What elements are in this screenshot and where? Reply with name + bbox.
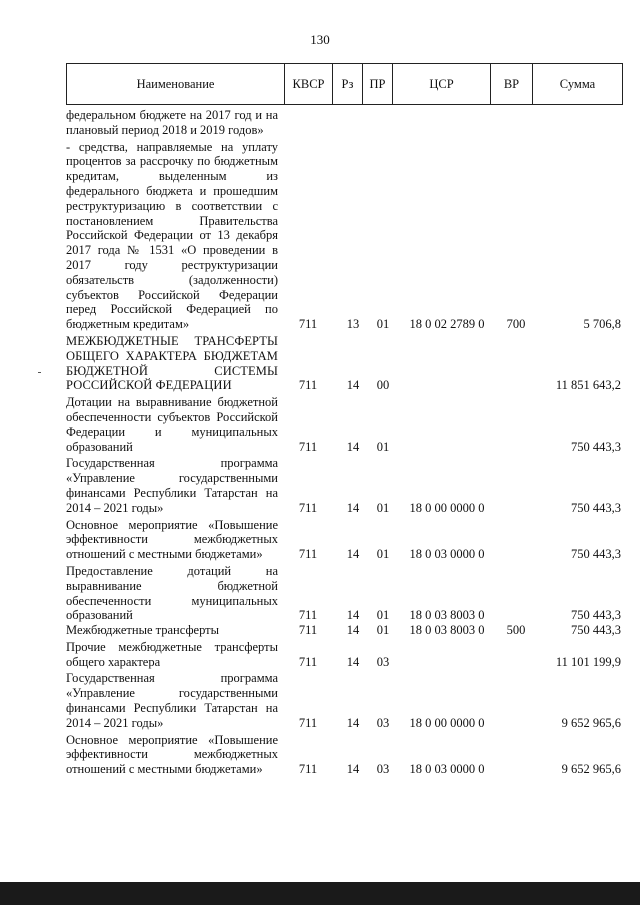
row-sum: 5 706,8 [583, 317, 621, 332]
header-name: Наименование [67, 64, 285, 104]
row-name: Дотации на выравнивание бюджетной обеспеченности субъектов Российской Федерации и муниципальных образований [66, 395, 278, 454]
row-csr: 18 0 02 2789 0 [409, 317, 485, 332]
row-rz: 14 [346, 547, 360, 562]
table-row [66, 108, 623, 138]
row-pr: 01 [376, 500, 390, 515]
row-kvsr: 711 [298, 715, 318, 730]
row-pr: 03 [376, 762, 390, 777]
row-name: Межбюджетные трансферты [66, 623, 220, 638]
row-pr: 01 [376, 317, 390, 332]
row-pr: 01 [376, 608, 390, 623]
header-vr: ВР [491, 64, 533, 104]
header-sum: Сумма [559, 76, 596, 91]
table-row [66, 140, 623, 332]
row-rz: 14 [346, 715, 360, 730]
row-sum: 11 851 643,2 [555, 378, 621, 393]
row-rz: 14 [346, 762, 360, 777]
row-rz: 14 [346, 608, 360, 623]
table-row [66, 640, 623, 670]
row-name: Предоставление дотаций на выравнивание бюджетной обеспеченности муниципальных образований [66, 563, 278, 623]
table-row [66, 623, 623, 638]
row-sum: 750 443,3 [571, 608, 621, 623]
row-sum: 750 443,3 [571, 547, 621, 562]
row-name: Государственная программа «Управление государственными финансами Республики Татарстан на 2014 – 2021 годы» [66, 671, 278, 730]
row-name: Основное мероприятие «Повышение эффективности межбюджетных отношений с местными бюджетами» [66, 732, 278, 777]
row-sum: 9 652 965,6 [561, 762, 621, 777]
row-sum: 9 652 965,6 [561, 715, 621, 730]
row-sum: 11 101 199,9 [555, 654, 621, 669]
row-kvsr: 711 [298, 500, 318, 515]
row-kvsr: 711 [298, 439, 318, 454]
row-kvsr: 711 [298, 378, 318, 393]
row-sum: 750 443,3 [571, 500, 621, 515]
row-kvsr: 711 [298, 623, 318, 638]
row-csr: 18 0 03 8003 0 [409, 608, 485, 623]
header-pr: ПР [363, 64, 393, 104]
row-pr: 01 [376, 623, 390, 638]
row-pr: 03 [376, 654, 390, 669]
row-csr: 18 0 03 0000 0 [409, 547, 485, 562]
table-row [66, 518, 623, 562]
row-kvsr: 711 [298, 608, 318, 623]
header-rz: Рз [333, 64, 363, 104]
row-rz: 14 [346, 378, 360, 393]
scan-bottom-edge [0, 882, 640, 905]
row-name: Основное мероприятие «Повышение эффективности межбюджетных отношений с местными бюджетами» [66, 517, 278, 562]
row-pr: 03 [376, 715, 390, 730]
row-rz: 14 [346, 623, 360, 638]
row-name: Государственная программа «Управление государственными финансами Республики Татарстан на 2014 – 2021 годы» [66, 456, 278, 515]
row-name: - средства, направляемые на уплату процентов за рассрочку по бюджетным кредитам, выделенным из федерального бюджета и прошедшим реструктуризацию в соответствии с постановлением Правительства Российской Федерации от 13 декабря 2017 года № 1531 «О проведении в 2017 году реструктуризации обязательств (задолженности) субъектов Российской Федерации перед Российской Федерацией по бюджетным кредитам» [66, 139, 278, 332]
row-vr: 500 [506, 623, 526, 638]
row-rz: 13 [346, 317, 360, 332]
row-pr: 00 [376, 378, 390, 393]
row-kvsr: 711 [298, 547, 318, 562]
row-vr: 700 [506, 317, 526, 332]
row-sum: 750 443,3 [571, 623, 621, 638]
header-kvsr: КВСР [285, 64, 333, 104]
row-pr: 01 [376, 439, 390, 454]
row-pr: 01 [376, 547, 390, 562]
header-csr: ЦСР [393, 64, 491, 104]
row-kvsr: 711 [298, 762, 318, 777]
row-csr: 18 0 03 0000 0 [409, 762, 485, 777]
table-row [66, 733, 623, 777]
row-rz: 14 [346, 439, 360, 454]
table-row [66, 456, 623, 515]
table-header [66, 63, 623, 105]
row-csr: 18 0 00 0000 0 [409, 715, 485, 730]
table-row [66, 334, 623, 393]
row-name: Прочие межбюджетные трансферты общего характера [66, 639, 278, 669]
scan-mark [38, 372, 41, 373]
row-kvsr: 711 [298, 317, 318, 332]
table-row [66, 395, 623, 454]
page-number: 130 [310, 32, 330, 47]
row-name: МЕЖБЮДЖЕТНЫЕ ТРАНСФЕРТЫ ОБЩЕГО ХАРАКТЕРА БЮДЖЕТАМ БЮДЖЕТНОЙ СИСТЕМЫ РОССИЙСКОЙ ФЕДЕРАЦИИ [66, 333, 278, 393]
row-sum: 750 443,3 [571, 439, 621, 454]
row-name: федеральном бюджете на 2017 год и на плановый период 2018 и 2019 годов» [66, 108, 278, 137]
row-csr: 18 0 03 8003 0 [409, 623, 485, 638]
row-kvsr: 711 [298, 654, 318, 669]
row-csr: 18 0 00 0000 0 [409, 500, 485, 515]
row-rz: 14 [346, 654, 360, 669]
table-body [66, 108, 623, 777]
row-rz: 14 [346, 500, 360, 515]
table-row [66, 564, 623, 623]
table-row [66, 671, 623, 730]
